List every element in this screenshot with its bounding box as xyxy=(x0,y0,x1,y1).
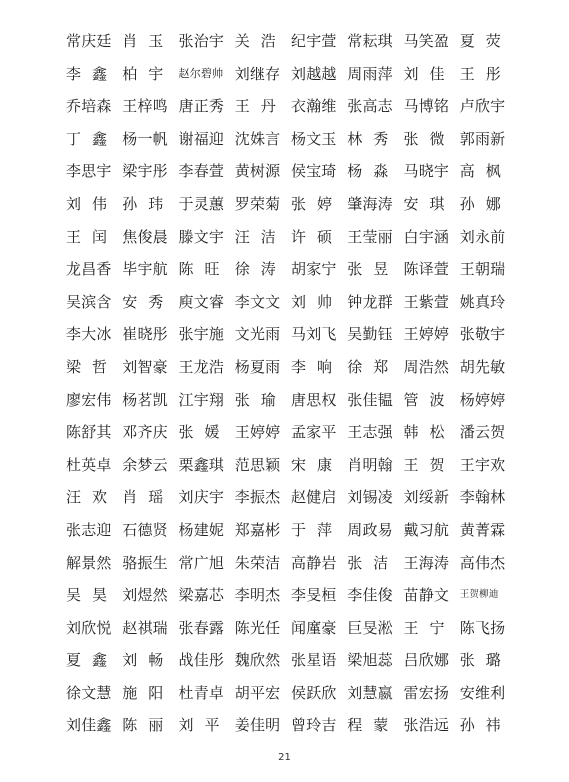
name-entry: 宋康 xyxy=(291,455,344,474)
name-entry: 夏鑫 xyxy=(66,651,119,670)
name-entry: 刘庆宇 xyxy=(178,488,225,507)
name-entry: 李鑫 xyxy=(66,64,119,83)
name-entry: 王莹丽 xyxy=(347,227,393,246)
name-entry: 杨婷婷 xyxy=(459,390,506,409)
name-entry: 王贺 xyxy=(403,455,456,474)
name-entry: 黄树源 xyxy=(234,162,281,181)
name-entry: 刘佳 xyxy=(403,64,456,83)
name-entry: 梁哲 xyxy=(66,357,119,376)
name-entry: 常广旭 xyxy=(178,553,225,572)
name-entry: 周浩然 xyxy=(403,357,450,376)
name-entry: 安维利 xyxy=(459,683,506,702)
name-entry: 李翰林 xyxy=(459,488,506,507)
name-entry: 林秀 xyxy=(347,129,400,148)
name-entry: 于灵蕙 xyxy=(178,194,225,213)
name-entry: 张星语 xyxy=(291,651,337,670)
name-entry: 杨夏雨 xyxy=(234,357,281,376)
name-entry: 焦俊晨 xyxy=(122,227,168,246)
name-entry: 杨文玉 xyxy=(291,129,337,148)
name-entry: 刘越越 xyxy=(291,64,337,83)
name-entry: 唐思权 xyxy=(291,390,337,409)
name-entry: 王朝瑞 xyxy=(459,260,506,279)
name-entry: 雷宏扬 xyxy=(403,683,450,702)
name-entry: 刘伟 xyxy=(66,194,119,213)
name-entry: 管波 xyxy=(403,390,456,409)
name-entry: 周雨萍 xyxy=(347,64,393,83)
name-entry: 张婷 xyxy=(291,194,344,213)
name-entry: 张微 xyxy=(403,129,456,148)
name-entry: 杨茗凯 xyxy=(122,390,168,409)
name-entry: 刘平 xyxy=(178,716,231,735)
name-entry: 刘继存 xyxy=(234,64,281,83)
name-entry: 刘欣悦 xyxy=(66,618,112,637)
name-entry: 施阳 xyxy=(122,683,175,702)
name-entry: 文光雨 xyxy=(234,325,281,344)
name-entry: 肖明翰 xyxy=(347,455,393,474)
name-entry: 肖瑶 xyxy=(122,488,175,507)
name-entry: 高静岩 xyxy=(291,553,337,572)
name-entry: 栗鑫琪 xyxy=(178,455,225,474)
name-entry: 徐涛 xyxy=(234,260,287,279)
name-entry: 高伟杰 xyxy=(459,553,506,572)
name-entry: 李振杰 xyxy=(234,488,281,507)
name-entry: 杨淼 xyxy=(347,162,400,181)
name-entry: 汪欢 xyxy=(66,488,119,507)
name-entry: 陈丽 xyxy=(122,716,175,735)
name-entry: 肇海涛 xyxy=(347,194,393,213)
name-entry: 孟家平 xyxy=(291,423,337,442)
name-entry: 滕文宇 xyxy=(178,227,225,246)
name-entry: 邓齐庆 xyxy=(122,423,168,442)
name-entry: 李文文 xyxy=(234,292,281,311)
name-entry: 乔培森 xyxy=(66,97,112,116)
name-entry: 高枫 xyxy=(459,162,512,181)
name-entry: 安琪 xyxy=(403,194,456,213)
name-entry: 石德贤 xyxy=(122,520,168,539)
name-entry: 戴习航 xyxy=(403,520,450,539)
name-entry: 刘智豪 xyxy=(122,357,168,376)
name-entry: 解景然 xyxy=(66,553,112,572)
name-entry: 曾玲吉 xyxy=(291,716,337,735)
name-entry: 胡家宁 xyxy=(291,260,337,279)
name-entry: 张志迎 xyxy=(66,520,112,539)
name-entry: 张浩远 xyxy=(403,716,450,735)
name-entry: 梁嘉芯 xyxy=(178,586,225,605)
name-entry: 刘永前 xyxy=(459,227,506,246)
name-entry: 刘畅 xyxy=(122,651,175,670)
name-entry: 马笑盈 xyxy=(403,32,450,50)
name-entry: 关浩 xyxy=(234,32,287,50)
name-entry: 张高志 xyxy=(347,97,393,116)
name-entry: 刘绥新 xyxy=(403,488,450,507)
name-entry: 骆振生 xyxy=(122,553,168,572)
name-list-grid xyxy=(66,27,516,744)
name-entry: 张瑜 xyxy=(234,390,287,409)
name-entry: 江宇翔 xyxy=(178,390,225,409)
name-entry: 魏欣然 xyxy=(234,651,281,670)
name-entry: 张璐 xyxy=(459,651,512,670)
name-entry: 纪宇萱 xyxy=(291,32,337,50)
name-entry: 唐正秀 xyxy=(178,97,225,116)
name-entry: 龙昌香 xyxy=(66,260,112,279)
name-entry: 崔晓彤 xyxy=(122,325,168,344)
name-entry: 王紫萱 xyxy=(403,292,450,311)
name-entry: 王龙浩 xyxy=(178,357,225,376)
name-entry: 赵健启 xyxy=(291,488,337,507)
name-entry: 沈姝言 xyxy=(234,129,281,148)
name-entry: 李响 xyxy=(291,357,344,376)
name-entry: 刘佳鑫 xyxy=(66,716,112,735)
name-entry: 刘煜然 xyxy=(122,586,168,605)
name-entry: 常庆廷 xyxy=(66,32,112,50)
name-entry: 王丹 xyxy=(234,97,287,116)
name-entry: 马刘飞 xyxy=(291,325,337,344)
name-entry: 刘锡凌 xyxy=(347,488,393,507)
name-entry: 潘云贺 xyxy=(459,423,506,442)
name-entry: 廖宏伟 xyxy=(66,390,112,409)
name-entry: 张媛 xyxy=(178,423,231,442)
name-entry: 王志强 xyxy=(347,423,393,442)
name-entry: 孙玮 xyxy=(122,194,175,213)
name-entry: 程蒙 xyxy=(347,716,400,735)
name-entry: 徐郑 xyxy=(347,357,400,376)
name-entry: 常耘琪 xyxy=(347,32,393,50)
name-entry: 郭雨新 xyxy=(459,129,506,148)
name-entry: 陈光任 xyxy=(234,618,281,637)
name-entry: 庾文睿 xyxy=(178,292,225,311)
name-entry: 卢欣宇 xyxy=(459,97,506,116)
name-entry: 刘帅 xyxy=(291,292,344,311)
name-entry: 李思宇 xyxy=(66,162,112,181)
name-entry: 孙祎 xyxy=(459,716,512,735)
name-entry: 王婷婷 xyxy=(234,423,281,442)
name-entry: 胡平宏 xyxy=(234,683,281,702)
name-entry: 周政易 xyxy=(347,520,393,539)
name-entry: 于萍 xyxy=(291,520,344,539)
name-entry: 侯跃欣 xyxy=(291,683,337,702)
name-entry: 吴勤钰 xyxy=(347,325,393,344)
name-entry: 罗荣菊 xyxy=(234,194,281,213)
page-number: 21 xyxy=(278,752,291,763)
name-entry: 柏宇 xyxy=(122,64,175,83)
name-entry: 王海涛 xyxy=(403,553,450,572)
name-entry: 张敬宇 xyxy=(459,325,506,344)
name-entry: 余梦云 xyxy=(122,455,168,474)
name-entry: 谢福迎 xyxy=(178,129,225,148)
name-entry: 巨旻淞 xyxy=(347,618,393,637)
name-entry: 张春露 xyxy=(178,618,225,637)
name-entry: 张宇施 xyxy=(178,325,225,344)
name-entry: 张治宇 xyxy=(178,32,225,50)
name-entry: 姜佳明 xyxy=(234,716,281,735)
name-entry: 吴昊 xyxy=(66,586,119,605)
name-entry: 闻廑豪 xyxy=(291,618,337,637)
name-entry: 徐文慧 xyxy=(66,683,112,702)
name-entry: 郑嘉彬 xyxy=(234,520,281,539)
name-entry: 杨建妮 xyxy=(178,520,225,539)
name-entry: 张佳韫 xyxy=(347,390,393,409)
name-entry: 李明杰 xyxy=(234,586,281,605)
name-entry: 吕欣娜 xyxy=(403,651,450,670)
name-entry: 王梓鸣 xyxy=(122,97,168,116)
name-entry: 范思颖 xyxy=(234,455,281,474)
name-entry: 李大冰 xyxy=(66,325,112,344)
name-entry: 王婷婷 xyxy=(403,325,450,344)
name-entry: 白宇涵 xyxy=(403,227,450,246)
name-entry: 李佳俊 xyxy=(347,586,393,605)
name-entry: 姚真玲 xyxy=(459,292,506,311)
name-entry: 汪洁 xyxy=(234,227,287,246)
name-entry: 黄菁霖 xyxy=(459,520,506,539)
name-entry: 赵祺瑞 xyxy=(122,618,168,637)
name-entry: 杜青卓 xyxy=(178,683,225,702)
name-entry: 杨一帆 xyxy=(122,129,168,148)
name-entry: 丁鑫 xyxy=(66,129,119,148)
name-entry: 张洁 xyxy=(347,553,400,572)
name-entry: 钟龙群 xyxy=(347,292,393,311)
name-entry: 陈旺 xyxy=(178,260,231,279)
name-entry: 衣瀚维 xyxy=(291,97,337,116)
name-entry: 马晓宇 xyxy=(403,162,450,181)
name-entry: 赵尔碧帅 xyxy=(178,66,224,80)
name-entry: 孙娜 xyxy=(459,194,512,213)
name-entry: 张昱 xyxy=(347,260,400,279)
name-entry: 韩松 xyxy=(403,423,456,442)
name-entry: 侯宝琦 xyxy=(291,162,337,181)
name-entry: 王贺柳迪 xyxy=(459,589,499,601)
name-entry: 王宁 xyxy=(403,618,456,637)
name-entry: 战佳彤 xyxy=(178,651,225,670)
name-entry: 胡先敏 xyxy=(459,357,506,376)
name-entry: 陈舒其 xyxy=(66,423,112,442)
name-entry: 王闰 xyxy=(66,227,119,246)
name-entry: 李旻桓 xyxy=(291,586,337,605)
name-entry: 马博铭 xyxy=(403,97,450,116)
name-entry: 刘慧嬴 xyxy=(347,683,393,702)
name-entry: 李春萱 xyxy=(178,162,225,181)
name-entry: 肖玉 xyxy=(122,32,175,50)
name-entry: 苗静文 xyxy=(403,586,450,605)
name-entry: 梁宇彤 xyxy=(122,162,168,181)
name-entry: 梁旭蕊 xyxy=(347,651,393,670)
name-entry: 王宇欢 xyxy=(459,455,506,474)
name-entry: 吴滨含 xyxy=(66,292,112,311)
name-entry: 安秀 xyxy=(122,292,175,311)
name-entry: 陈飞扬 xyxy=(459,618,506,637)
name-entry: 朱荣洁 xyxy=(234,553,281,572)
name-entry: 夏荧 xyxy=(459,32,512,50)
name-entry: 许硕 xyxy=(291,227,344,246)
name-entry: 王彤 xyxy=(459,64,512,83)
name-entry: 陈译萱 xyxy=(403,260,450,279)
name-entry: 杜英卓 xyxy=(66,455,112,474)
name-entry: 毕宇航 xyxy=(122,260,168,279)
